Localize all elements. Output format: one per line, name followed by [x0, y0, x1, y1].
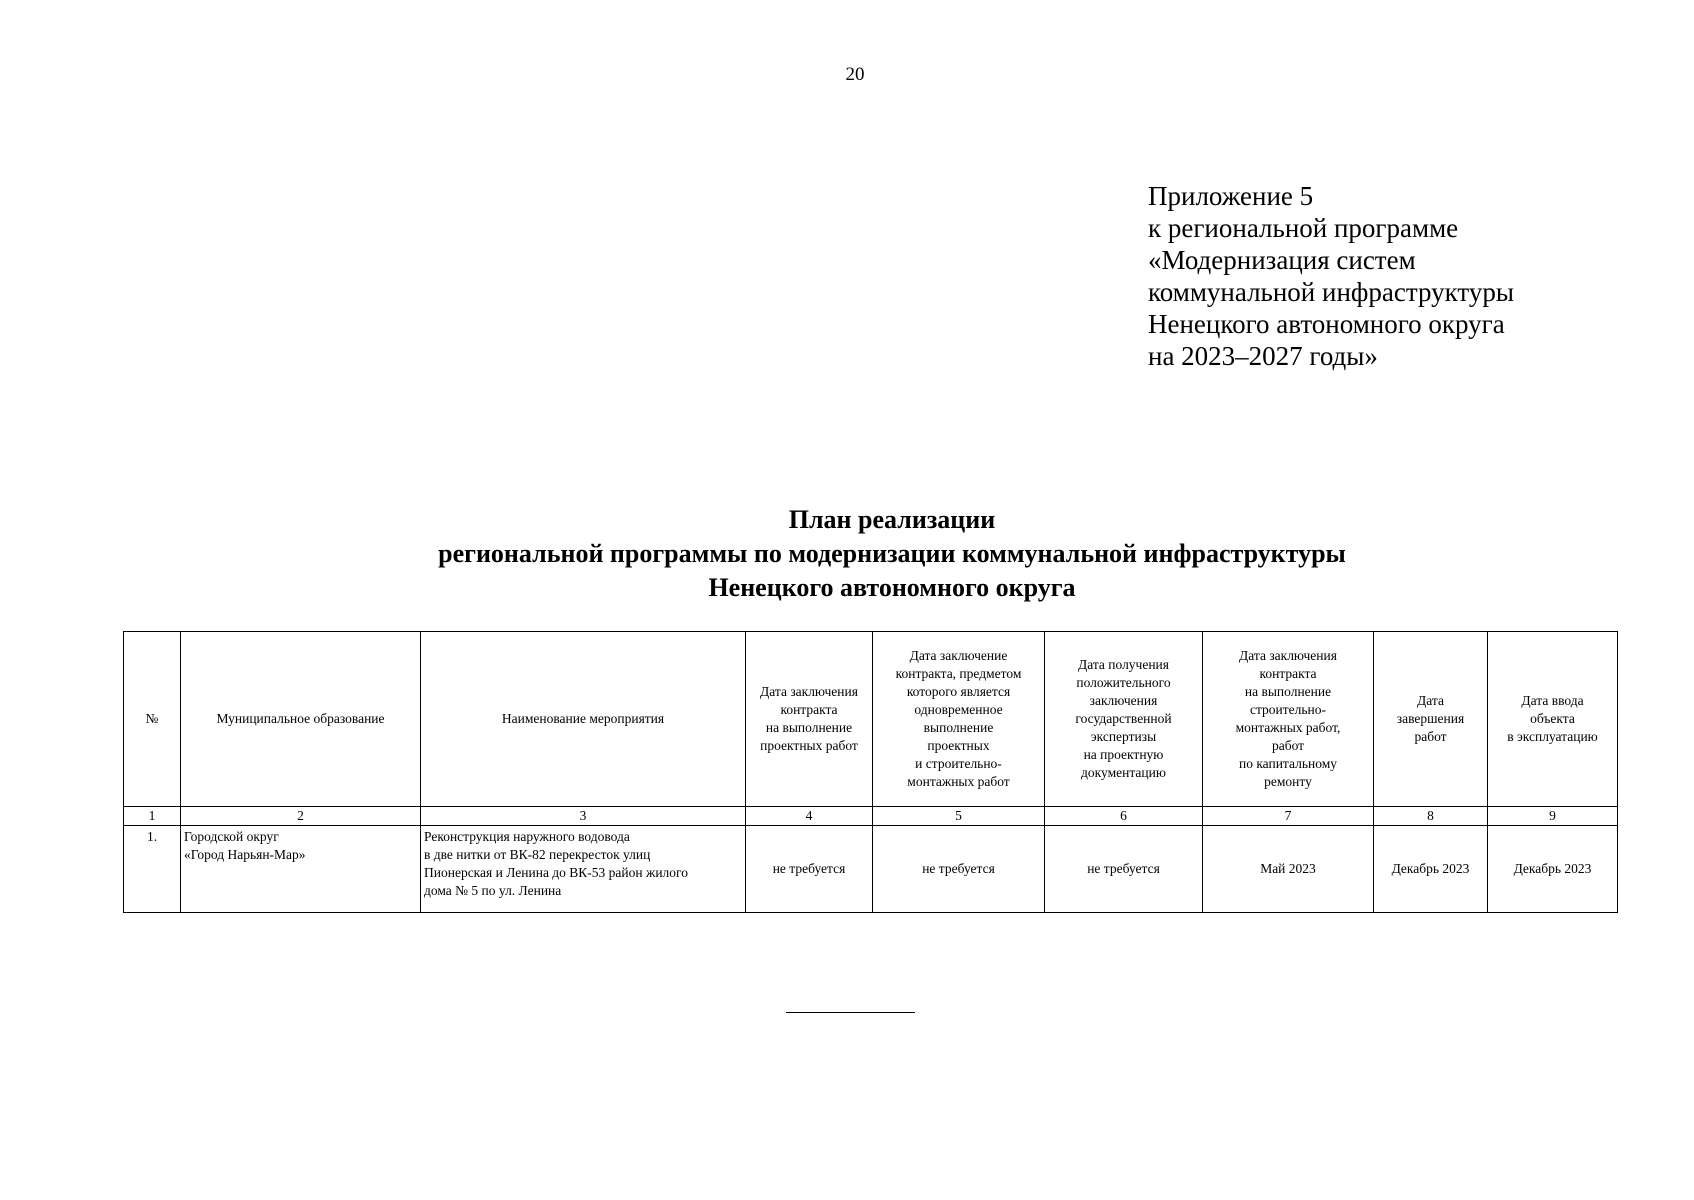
appendix-line: «Модернизация систем — [1148, 245, 1416, 275]
column-number: 5 — [873, 807, 1045, 826]
header-construction-contract-date: Дата заключения контракта на выполнение строительно- монтажных работ, работ по капитальному ремонту — [1203, 632, 1374, 807]
column-number: 2 — [181, 807, 421, 826]
row-commissioning-date: Декабрь 2023 — [1488, 826, 1618, 913]
row-combined-contract-date: не требуется — [873, 826, 1045, 913]
appendix-line: Приложение 5 — [1148, 181, 1314, 211]
column-number: 8 — [1374, 807, 1488, 826]
closing-rule — [786, 1012, 915, 1013]
title-line: Ненецкого автономного округа — [708, 573, 1076, 602]
plan-table — [123, 631, 1618, 913]
column-number: 1 — [124, 807, 181, 826]
row-activity: Реконструкция наружного водовода в две нитки от ВК-82 перекресток улиц Пионерская и Ленина до ВК-53 район жилого дома № 5 по ул. Ленина — [421, 826, 746, 913]
appendix-line: коммунальной инфраструктуры — [1148, 277, 1514, 307]
appendix-line: Ненецкого автономного округа — [1148, 309, 1505, 339]
title-line: План реализации — [788, 505, 996, 534]
plan-title — [0, 503, 1694, 605]
row-number: 1. — [124, 826, 181, 913]
appendix-note — [1148, 180, 1514, 372]
header-expertise-date: Дата получения положительного заключения государственной экспертизы на проектную документацию — [1045, 632, 1203, 807]
appendix-line: на 2023–2027 годы» — [1148, 341, 1378, 371]
header-completion-date: Дата завершения работ — [1374, 632, 1488, 807]
appendix-line: к региональной программе — [1148, 213, 1459, 243]
row-completion-date: Декабрь 2023 — [1374, 826, 1488, 913]
title-line: региональной программы по модернизации коммунальной инфраструктуры — [438, 539, 1346, 568]
table-header-row — [124, 632, 1618, 807]
header-number: № — [124, 632, 181, 807]
table-row — [124, 826, 1618, 913]
row-design-contract-date: не требуется — [746, 826, 873, 913]
column-number: 9 — [1488, 807, 1618, 826]
header-commissioning-date: Дата ввода объекта в эксплуатацию — [1488, 632, 1618, 807]
row-municipality: Городской округ «Город Нарьян-Мар» — [181, 826, 421, 913]
page-number: 20 — [845, 64, 865, 85]
column-number: 3 — [421, 807, 746, 826]
header-combined-contract-date: Дата заключение контракта, предметом которого является одновременное выполнение проектных и строительно- монтажных работ — [873, 632, 1045, 807]
column-number-row — [124, 807, 1618, 826]
header-design-contract-date: Дата заключения контракта на выполнение проектных работ — [746, 632, 873, 807]
header-municipality: Муниципальное образование — [181, 632, 421, 807]
column-number: 6 — [1045, 807, 1203, 826]
row-construction-contract-date: Май 2023 — [1203, 826, 1374, 913]
header-activity: Наименование мероприятия — [421, 632, 746, 807]
column-number: 7 — [1203, 807, 1374, 826]
row-expertise-date: не требуется — [1045, 826, 1203, 913]
column-number: 4 — [746, 807, 873, 826]
